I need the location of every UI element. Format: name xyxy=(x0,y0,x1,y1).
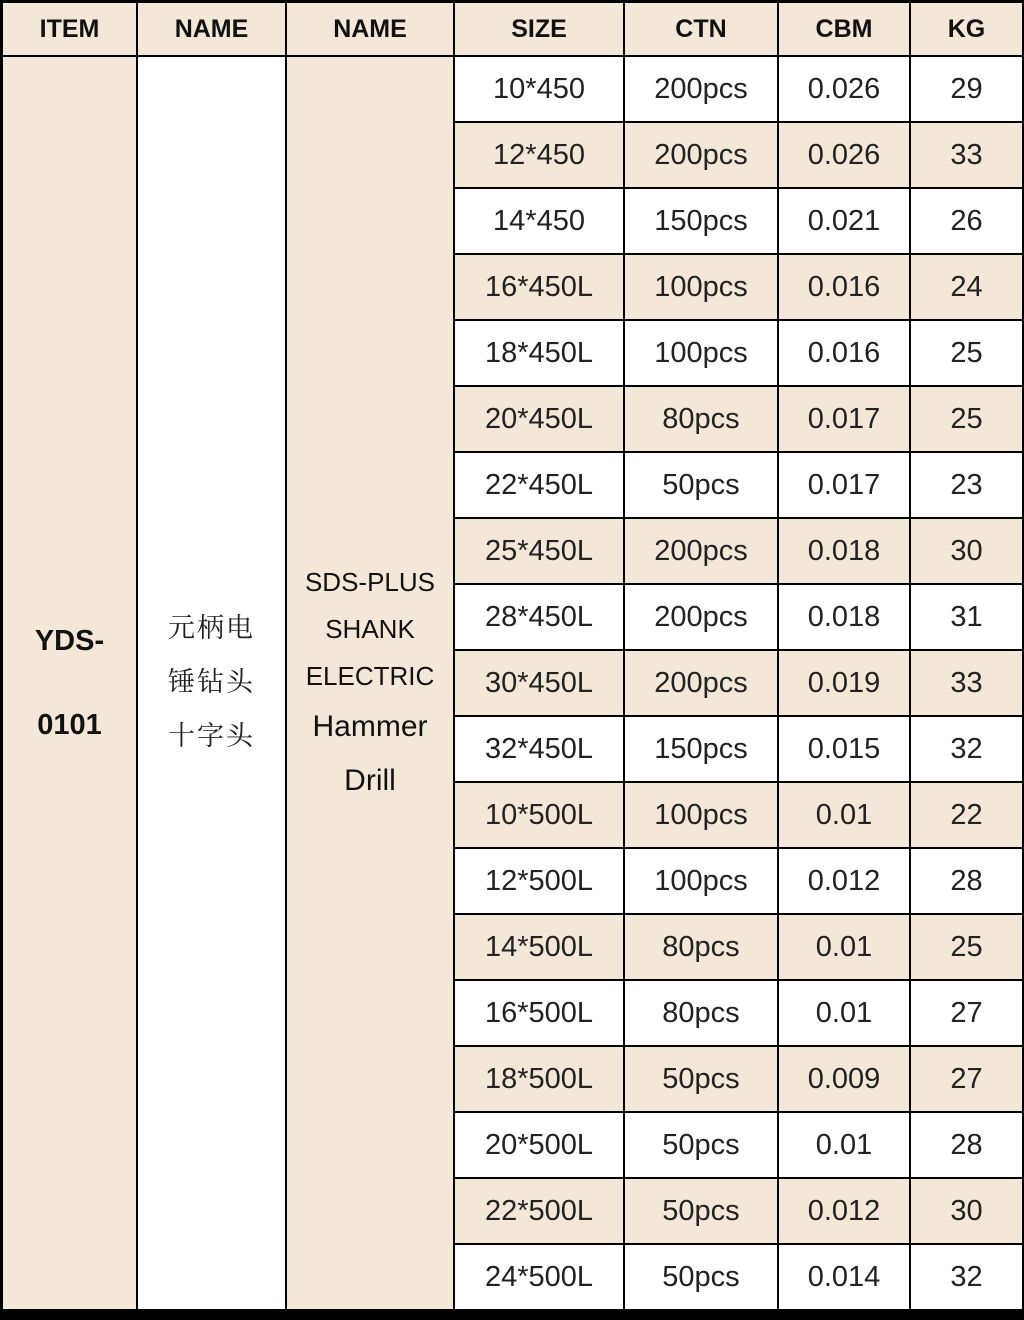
cbm-cell: 0.018 xyxy=(779,519,909,583)
header-name-en: NAME xyxy=(287,3,453,55)
item-code-line: YDS- xyxy=(34,625,105,657)
product-name-cn-line: 锤钻头 xyxy=(168,667,255,698)
size-cell: 14*450 xyxy=(455,189,623,253)
cbm-cell: 0.01 xyxy=(779,981,909,1045)
header-kg: KG xyxy=(911,3,1022,55)
ctn-cell: 50pcs xyxy=(625,1179,777,1243)
size-cell: 16*500L xyxy=(455,981,623,1045)
size-cell: 10*450 xyxy=(455,57,623,121)
product-name-en-line: SHANK xyxy=(325,613,415,644)
item-code-cell xyxy=(3,57,136,1309)
size-cell: 12*450 xyxy=(455,123,623,187)
cbm-cell: 0.021 xyxy=(779,189,909,253)
ctn-cell: 50pcs xyxy=(625,1113,777,1177)
size-cell: 32*450L xyxy=(455,717,623,781)
kg-cell: 33 xyxy=(911,123,1022,187)
ctn-cell: 150pcs xyxy=(625,189,777,253)
kg-cell: 27 xyxy=(911,1047,1022,1111)
size-cell: 25*450L xyxy=(455,519,623,583)
cbm-cell: 0.016 xyxy=(779,255,909,319)
cbm-cell: 0.026 xyxy=(779,57,909,121)
kg-cell: 25 xyxy=(911,387,1022,451)
cbm-cell: 0.014 xyxy=(779,1245,909,1309)
kg-cell: 24 xyxy=(911,255,1022,319)
product-name-en-cell xyxy=(287,57,453,1309)
cbm-cell: 0.012 xyxy=(779,1179,909,1243)
size-cell: 20*500L xyxy=(455,1113,623,1177)
kg-cell: 28 xyxy=(911,1113,1022,1177)
size-cell: 22*450L xyxy=(455,453,623,517)
size-cell: 14*500L xyxy=(455,915,623,979)
cbm-cell: 0.01 xyxy=(779,915,909,979)
kg-cell: 25 xyxy=(911,915,1022,979)
kg-cell: 33 xyxy=(911,651,1022,715)
ctn-cell: 80pcs xyxy=(625,915,777,979)
ctn-cell: 200pcs xyxy=(625,519,777,583)
kg-cell: 22 xyxy=(911,783,1022,847)
size-cell: 24*500L xyxy=(455,1245,623,1309)
ctn-cell: 50pcs xyxy=(625,453,777,517)
header-name-cn: NAME xyxy=(138,3,285,55)
product-name-cn-line: 元柄电 xyxy=(168,613,255,644)
kg-cell: 32 xyxy=(911,1245,1022,1309)
size-cell: 18*450L xyxy=(455,321,623,385)
cbm-cell: 0.018 xyxy=(779,585,909,649)
table-row xyxy=(3,57,1022,121)
size-cell: 30*450L xyxy=(455,651,623,715)
ctn-cell: 150pcs xyxy=(625,717,777,781)
kg-cell: 26 xyxy=(911,189,1022,253)
kg-cell: 23 xyxy=(911,453,1022,517)
size-cell: 12*500L xyxy=(455,849,623,913)
header-size: SIZE xyxy=(455,3,623,55)
product-name-en-line: Hammer xyxy=(312,709,428,743)
ctn-cell: 100pcs xyxy=(625,849,777,913)
ctn-cell: 200pcs xyxy=(625,585,777,649)
table-body xyxy=(3,57,1022,1309)
ctn-cell: 200pcs xyxy=(625,651,777,715)
size-cell: 18*500L xyxy=(455,1047,623,1111)
cbm-cell: 0.01 xyxy=(779,783,909,847)
header-cbm: CBM xyxy=(779,3,909,55)
header-ctn: CTN xyxy=(625,3,777,55)
product-name-cn-line: 十字头 xyxy=(168,721,255,752)
product-name-cn-cell xyxy=(138,57,285,1309)
cbm-cell: 0.016 xyxy=(779,321,909,385)
kg-cell: 27 xyxy=(911,981,1022,1045)
kg-cell: 25 xyxy=(911,321,1022,385)
cbm-cell: 0.015 xyxy=(779,717,909,781)
kg-cell: 32 xyxy=(911,717,1022,781)
ctn-cell: 80pcs xyxy=(625,387,777,451)
product-name-en-line: SDS-PLUS xyxy=(304,566,436,597)
ctn-cell: 50pcs xyxy=(625,1047,777,1111)
cbm-cell: 0.009 xyxy=(779,1047,909,1111)
kg-cell: 30 xyxy=(911,1179,1022,1243)
product-spec-table xyxy=(1,1,1024,1311)
cbm-cell: 0.019 xyxy=(779,651,909,715)
cbm-cell: 0.017 xyxy=(779,453,909,517)
ctn-cell: 100pcs xyxy=(625,321,777,385)
cbm-cell: 0.01 xyxy=(779,1113,909,1177)
ctn-cell: 200pcs xyxy=(625,123,777,187)
kg-cell: 31 xyxy=(911,585,1022,649)
ctn-cell: 200pcs xyxy=(625,57,777,121)
cbm-cell: 0.017 xyxy=(779,387,909,451)
kg-cell: 28 xyxy=(911,849,1022,913)
cbm-cell: 0.026 xyxy=(779,123,909,187)
ctn-cell: 100pcs xyxy=(625,783,777,847)
size-cell: 28*450L xyxy=(455,585,623,649)
product-name-en-line: ELECTRIC xyxy=(305,660,435,691)
size-cell: 10*500L xyxy=(455,783,623,847)
size-cell: 16*450L xyxy=(455,255,623,319)
ctn-cell: 50pcs xyxy=(625,1245,777,1309)
ctn-cell: 100pcs xyxy=(625,255,777,319)
ctn-cell: 80pcs xyxy=(625,981,777,1045)
size-cell: 20*450L xyxy=(455,387,623,451)
header-row xyxy=(3,3,1022,55)
cbm-cell: 0.012 xyxy=(779,849,909,913)
kg-cell: 29 xyxy=(911,57,1022,121)
header-item: ITEM xyxy=(3,3,136,55)
kg-cell: 30 xyxy=(911,519,1022,583)
product-name-en-line: Drill xyxy=(344,763,396,797)
item-code-line: 0101 xyxy=(37,709,102,741)
size-cell: 22*500L xyxy=(455,1179,623,1243)
